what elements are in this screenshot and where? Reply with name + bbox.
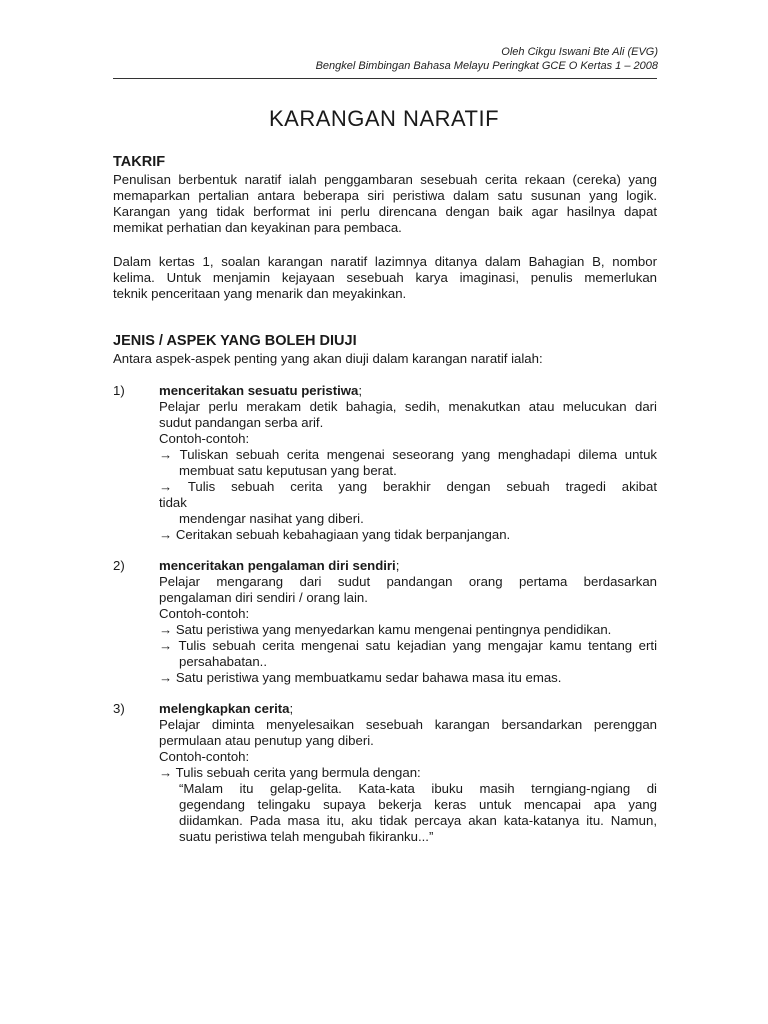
item-lead: melengkapkan cerita — [159, 701, 290, 716]
quote-line: suatu peristiwa telah mengubah fikiranku...” — [179, 829, 434, 844]
item-lead: menceritakan pengalaman diri sendiri — [159, 558, 396, 573]
item-lead: menceritakan sesuatu peristiwa — [159, 383, 359, 398]
item-desc-line: Pelajar mengarang dari sudut pandangan orang pertama berdasarkan — [159, 574, 657, 589]
header-rule — [113, 78, 657, 79]
item-contoh-label: Contoh-contoh: — [159, 606, 250, 621]
paragraph-line: memaparkan pertalian antara beberapa siri peristiwa dalam satu susunan yang logik. — [113, 188, 657, 203]
paragraph-line: teknik penceritaan yang menarik dan meyakinkan. — [113, 286, 407, 301]
example-line: → Tulis sebuah cerita yang bermula dengan: — [159, 765, 421, 780]
quote-line: “Malam itu gelap-gelita. Kata-kata ibuku masih terngiang-ngiang di — [179, 781, 657, 796]
paragraph-line: kelima. Untuk menjamin kejayaan sesebuah karya imaginasi, penulis memerlukan — [113, 270, 657, 285]
item-desc-line: permulaan atau penutup yang diberi. — [159, 733, 374, 748]
item-desc-line: Pelajar diminta menyelesaikan sesebuah karangan bersandarkan perenggan — [159, 717, 657, 732]
example-line: → Ceritakan sebuah kebahagiaan yang tidak berpanjangan. — [159, 527, 511, 542]
item-number: 3) — [113, 701, 125, 716]
example-line: membuat satu keputusan yang berat. — [179, 463, 397, 478]
quote-line: diidamkan. Pada masa itu, aku tidak percaya akan kata-katanya itu. Namun, — [179, 813, 657, 828]
paragraph-line: Antara aspek-aspek penting yang akan diuji dalam karangan naratif ialah: — [113, 351, 543, 366]
section-heading-takrif: TAKRIF — [113, 154, 166, 170]
example-line: mendengar nasihat yang diberi. — [179, 511, 364, 526]
page-title: KARANGAN NARATIF — [268, 106, 500, 131]
paragraph-line: Penulisan berbentuk naratif ialah penggambaran sesebuah cerita rekaan (cereka) yang — [113, 172, 657, 187]
header-author: Oleh Cikgu Iswani Bte Ali (EVG) — [501, 46, 658, 58]
list-item: menceritakan pengalaman diri sendiri; Pelajar mengarang dari sudut pandangan orang pertama berdasarkan pengalaman diri sendiri / orang lain. Contoh-contoh: → Satu peristiwa yang menyedarkan kamu mengenai pentingnya pendidikan. → Tulis sebuah cerita mengenai satu kejadian yang mengajar kamu tentang erti persahabatan.. → Satu peristiwa yang membuatkamu sedar bahawa masa itu emas. — [159, 558, 657, 685]
quote-line: gegendang telingaku supaya bekerja keras untuk mencapai apa yang — [179, 797, 657, 812]
example-line: → Satu peristiwa yang membuatkamu sedar bahawa masa itu emas. — [159, 670, 562, 685]
list-item: melengkapkan cerita; Pelajar diminta menyelesaikan sesebuah karangan bersandarkan perenggan permulaan atau penutup yang diberi. Contoh-contoh: → Tulis sebuah cerita yang bermula dengan: “Malam itu gelap-gelita. Kata-kata ibuku masih terngiang-ngiang di gegendang telingaku supaya bekerja keras untuk mencapai apa yang diidamkan. Pada masa itu, aku tidak percaya akan kata-katanya itu. Namun, suatu peristiwa telah mengubah fikiranku...” — [159, 701, 657, 844]
paragraph-line: memikat perhatian dan keyakinan para pembaca. — [113, 220, 402, 235]
example-line: → Satu peristiwa yang menyedarkan kamu mengenai pentingnya pendidikan. — [159, 622, 612, 637]
takrif-paragraph-1 — [113, 172, 657, 236]
paragraph-line: Karangan yang tidak berformat ini perlu direncana dengan baik agar hasilnya dapat — [113, 204, 657, 219]
header-subtitle: Bengkel Bimbingan Bahasa Melayu Peringkat GCE O Kertas 1 – 2008 — [315, 60, 658, 72]
example-line: → Tuliskan sebuah cerita mengenai seseorang yang menghadapi dilema untuk — [159, 447, 657, 462]
list-item: menceritakan sesuatu peristiwa; Pelajar perlu merakam detik bahagia, sedih, menakutkan atau melucukan dari sudut pandangan serba arif. Contoh-contoh: → Tuliskan sebuah cerita mengenai seseorang yang menghadapi dilema untuk membuat satu keputusan yang berat. → Tulis sebuah cerita yang berakhir dengan sebuah tragedi akibat tidak mendengar nasihat yang diberi. → Ceritakan sebuah kebahagiaan yang tidak berpanjangan. — [159, 383, 657, 542]
item-number: 1) — [113, 383, 125, 398]
section-heading-jenis: JENIS / ASPEK YANG BOLEH DIUJI — [113, 333, 357, 349]
example-line: tidak — [159, 495, 187, 510]
item-desc-line: Pelajar perlu merakam detik bahagia, sedih, menakutkan atau melucukan dari — [159, 399, 657, 414]
item-desc-line: pengalaman diri sendiri / orang lain. — [159, 590, 368, 605]
item-contoh-label: Contoh-contoh: — [159, 749, 250, 764]
item-number: 2) — [113, 558, 125, 573]
item-desc-line: sudut pandangan serba arif. — [159, 415, 324, 430]
example-line: → Tulis sebuah cerita yang berakhir dengan sebuah tragedi akibat — [159, 479, 657, 494]
jenis-intro — [113, 351, 657, 367]
takrif-paragraph-2 — [113, 254, 657, 302]
example-line: persahabatan.. — [179, 654, 267, 669]
example-line: → Tulis sebuah cerita mengenai satu kejadian yang mengajar kamu tentang erti — [159, 638, 657, 653]
item-contoh-label: Contoh-contoh: — [159, 431, 250, 446]
paragraph-line: Dalam kertas 1, soalan karangan naratif lazimnya ditanya dalam Bahagian B, nombor — [113, 254, 657, 269]
